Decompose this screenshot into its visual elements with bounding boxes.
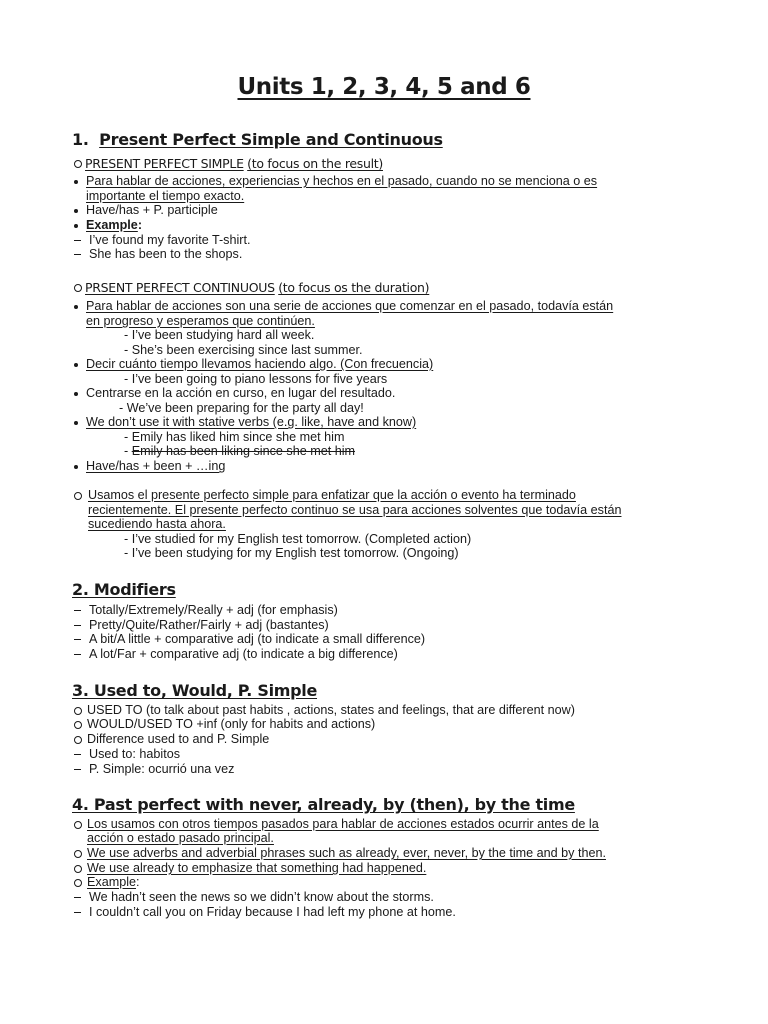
dash-bullet-icon	[74, 625, 81, 626]
bullet-dot-icon	[74, 305, 78, 309]
circle-bullet-icon	[74, 160, 82, 168]
ppc-example-1: - I’ve been studying hard all week.	[124, 328, 315, 342]
circle-bullet-icon	[74, 492, 82, 500]
dash-bullet-icon	[74, 654, 81, 655]
modifier-item-4: A lot/Far + comparative adj (to indicate a big difference)	[89, 647, 398, 661]
ppc-form: Have/has + been + …ing	[86, 459, 226, 473]
pps-example-2: She has been to the shops.	[89, 247, 243, 261]
dash-bullet-icon	[74, 639, 81, 640]
ppc-stative: We don’t use it with stative verbs (e.g. like, have and know)	[86, 415, 417, 429]
circle-bullet-icon	[74, 865, 82, 873]
pps-note: (to focus on the result)	[247, 156, 383, 171]
circle-bullet-icon	[74, 850, 82, 858]
circle-bullet-icon	[74, 821, 82, 829]
past-perfect-item-3: We use already to emphasize that something had happened.	[87, 861, 427, 875]
bullet-dot-icon	[74, 392, 78, 396]
ppc-label: PRSENT PERFECT CONTINUOUS	[85, 280, 275, 295]
ppc-example-2: - She’s been exercising since last summer.	[124, 343, 363, 357]
dash-bullet-icon	[74, 240, 81, 241]
ppc-use-frequency: Decir cuánto tiempo llevamos haciendo algo. (Con frecuencia)	[86, 357, 434, 371]
bullet-dot-icon	[74, 224, 78, 228]
section-3-heading: 3. Used to, Would, P. Simple	[72, 681, 318, 700]
pps-use-line-1: Para hablar de acciones, experiencias y hechos en el pasado, cuando no se menciona o es	[86, 174, 598, 188]
pps-use-line-2: importante el tiempo exacto.	[86, 189, 245, 203]
bullet-dot-icon	[74, 363, 78, 367]
past-perfect-item-1b: acción o estado pasado principal.	[87, 831, 274, 845]
dash-bullet-icon	[74, 897, 81, 898]
dash-bullet-icon	[74, 610, 81, 611]
circle-bullet-icon	[74, 707, 82, 715]
pps-example-1: I’ve found my favorite T-shirt.	[89, 233, 251, 247]
bullet-dot-icon	[74, 209, 78, 213]
circle-bullet-icon	[74, 721, 82, 729]
section-1-title: Present Perfect Simple and Continuous	[99, 130, 443, 149]
dash-bullet-icon	[74, 754, 81, 755]
bullet-dot-icon	[74, 465, 78, 469]
used-to-item-4: Used to: habitos	[89, 747, 181, 761]
ppc-example-3: - I’ve been going to piano lessons for five years	[124, 372, 388, 386]
modifier-item-3: A bit/A little + comparative adj (to indicate a small difference)	[89, 632, 426, 646]
dash-bullet-icon	[74, 912, 81, 913]
ppc-example-5: - Emily has liked him since she met him	[124, 430, 345, 444]
circle-bullet-icon	[74, 879, 82, 887]
compare-line-3: sucediendo hasta ahora.	[88, 517, 226, 531]
past-perfect-item-2: We use adverbs and adverbial phrases such as already, ever, never, by the time and by then.	[87, 846, 606, 860]
section-2-heading: 2. Modifiers	[72, 580, 176, 599]
compare-example-1: - I’ve studied for my English test tomorrow. (Completed action)	[124, 532, 472, 546]
used-to-item-5: P. Simple: ocurrió una vez	[89, 762, 235, 776]
section-1-heading	[72, 130, 443, 149]
used-to-item-3: Difference used to and P. Simple	[87, 732, 270, 746]
past-perfect-example-1: We hadn’t seen the news so we didn’t know about the storms.	[89, 890, 434, 904]
ppc-use-focus: Centrarse en la acción en curso, en lugar del resultado.	[86, 386, 396, 400]
dash-bullet-icon	[74, 769, 81, 770]
pps-form: Have/has + P. participle	[86, 203, 218, 217]
used-to-item-1: USED TO (to talk about past habits , actions, states and feelings, that are different now)	[87, 703, 575, 717]
compare-line-2: recientemente. El presente perfecto continuo se usa para acciones solventes que todavía están	[88, 503, 622, 517]
compare-line-1: Usamos el presente perfecto simple para enfatizar que la acción o evento ha terminado	[88, 488, 576, 502]
past-perfect-example-2: I couldn’t call you on Friday because I had left my phone at home.	[89, 905, 456, 919]
ppc-use-line-2: en progreso y esperamos que continúen.	[86, 314, 315, 328]
ppc-note: (to focus os the duration)	[278, 280, 430, 295]
section-1-number: 1.	[72, 130, 89, 149]
compare-example-2: - I’ve been studying for my English test tomorrow. (Ongoing)	[124, 546, 459, 560]
circle-bullet-icon	[74, 284, 82, 292]
bullet-dot-icon	[74, 421, 78, 425]
used-to-item-2: WOULD/USED TO +inf (only for habits and actions)	[87, 717, 376, 731]
modifier-item-1: Totally/Extremely/Really + adj (for emphasis)	[89, 603, 338, 617]
pps-example-label: Example:	[86, 218, 143, 232]
past-perfect-item-1a: Los usamos con otros tiempos pasados para hablar de acciones estados ocurrir antes de la	[87, 817, 599, 831]
modifier-item-2: Pretty/Quite/Rather/Fairly + adj (bastantes)	[89, 618, 329, 632]
pps-label: PRESENT PERFECT SIMPLE	[85, 156, 244, 171]
ppc-example-6: - Emily has been liking since she met him	[124, 444, 355, 458]
ppc-label-line	[85, 280, 429, 296]
circle-bullet-icon	[74, 736, 82, 744]
section-4-heading: 4. Past perfect with never, already, by (then), by the time	[72, 795, 575, 814]
dash-bullet-icon	[74, 254, 81, 255]
ppc-use-line-1: Para hablar de acciones son una serie de acciones que comenzar en el pasado, todavía están	[86, 299, 614, 313]
ppc-example-4: - We’ve been preparing for the party all day!	[119, 401, 364, 415]
pps-label-line	[85, 156, 383, 172]
past-perfect-example-label: Example:	[87, 875, 140, 889]
bullet-dot-icon	[74, 180, 78, 184]
incorrect-example: Emily has been liking since she met him	[131, 444, 355, 458]
page-title: Units 1, 2, 3, 4, 5 and 6	[237, 74, 531, 100]
